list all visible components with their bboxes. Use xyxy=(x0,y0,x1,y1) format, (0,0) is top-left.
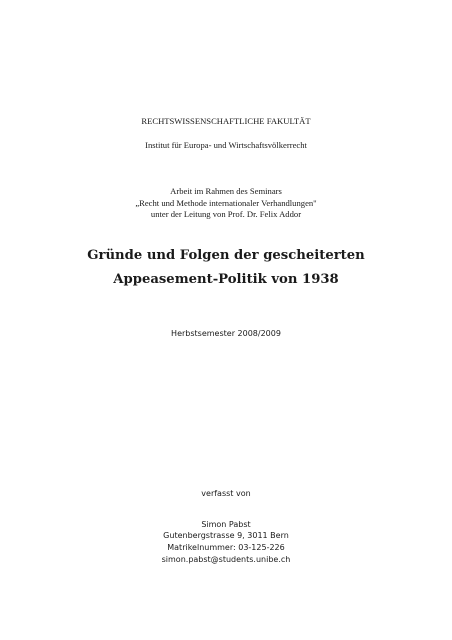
seminar-title: „Recht und Methode internationaler Verhandlungen" xyxy=(135,198,317,208)
author-name: Simon Pabst xyxy=(201,520,251,529)
seminar-supervisor: unter der Leitung von Prof. Dr. Felix Addor xyxy=(150,209,302,219)
author-email: simon.pabst@students.unibe.ch xyxy=(161,555,291,564)
faculty-name: RECHTSWISSENSCHAFTLICHE FAKULTÄT xyxy=(141,116,311,126)
author-intro: verfasst von xyxy=(201,489,251,498)
semester: Herbstsemester 2008/2009 xyxy=(171,329,281,338)
author-address: Gutenbergstrasse 9, 3011 Bern xyxy=(163,531,289,540)
document-title-line-1: Gründe und Folgen der gescheiterten xyxy=(87,248,365,263)
seminar-intro: Arbeit im Rahmen des Seminars xyxy=(170,186,282,196)
author-matriculation: Matrikelnummer: 03-125-226 xyxy=(167,543,285,552)
institute-name: Institut für Europa- und Wirtschaftsvölkerrecht xyxy=(145,140,307,150)
document-title-line-2: Appeasement-Politik von 1938 xyxy=(113,272,339,287)
